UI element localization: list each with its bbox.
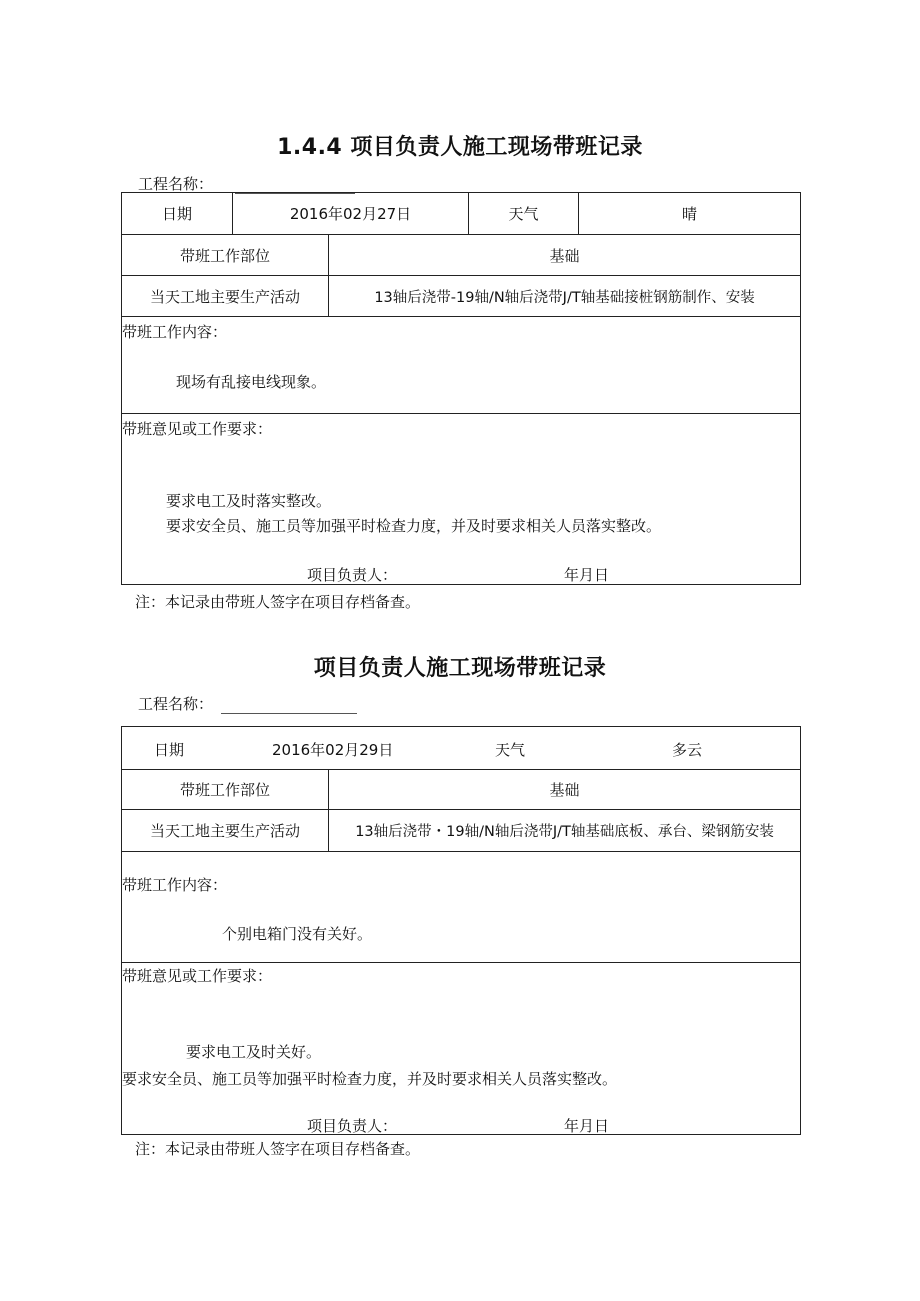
opinion-line1: 要求电工及时落实整改。 xyxy=(166,492,332,510)
opinion-line2: 要求安全员、施工员等加强平时检查力度，并及时要求相关人员落实整改。 xyxy=(166,517,662,535)
weather-label: 天气 xyxy=(469,193,579,235)
responsible-label: 项目负责人： xyxy=(307,1117,398,1135)
opinion-section xyxy=(122,414,801,585)
record1-title: 1.4.4 项目负责人施工现场带班记录 xyxy=(277,135,643,160)
record2-note: 注：本记录由带班人签字在项目存档备查。 xyxy=(135,1140,421,1158)
area-value: 基础 xyxy=(329,770,801,810)
weather-value: 多云 xyxy=(672,741,703,759)
project-name-label: 工程名称： xyxy=(138,175,214,193)
record2-project-name xyxy=(138,693,357,714)
opinion-label: 带班意见或工作要求： xyxy=(122,967,273,985)
activity-label: 当天工地主要生产活动 xyxy=(122,276,329,317)
record1-table xyxy=(121,192,801,585)
content-section xyxy=(122,852,801,963)
opinion-line2: 要求安全员、施工员等加强平时检查力度，并及时要求相关人员落实整改。 xyxy=(122,1070,618,1088)
content-label: 带班工作内容： xyxy=(122,876,228,894)
sign-date: 年月日 xyxy=(564,1117,610,1135)
activity-label: 当天工地主要生产活动 xyxy=(122,810,329,852)
responsible-label: 项目负责人： xyxy=(307,566,398,584)
weather-label: 天气 xyxy=(495,741,526,759)
date-label: 日期 xyxy=(122,193,233,235)
content-section xyxy=(122,317,801,414)
area-label: 带班工作部位 xyxy=(122,235,329,276)
content-text: 现场有乱接电线现象。 xyxy=(176,373,327,391)
area-value: 基础 xyxy=(329,235,801,276)
project-name-label: 工程名称： xyxy=(138,695,214,713)
area-label: 带班工作部位 xyxy=(122,770,329,810)
date-value: 2016年02月29日 xyxy=(272,741,394,759)
opinion-section xyxy=(122,963,801,1135)
record2-table xyxy=(121,726,801,1135)
record1-note: 注：本记录由带班人签字在项目存档备查。 xyxy=(135,593,421,611)
weather-value: 晴 xyxy=(579,193,801,235)
activity-value: 13轴后浇带-19轴/N轴后浇带J/T轴基础接桩钢筋制作、安装 xyxy=(329,276,801,317)
date-label: 日期 xyxy=(154,741,185,759)
content-label: 带班工作内容： xyxy=(122,323,228,341)
sign-date: 年月日 xyxy=(564,566,610,584)
content-text: 个别电箱门没有关好。 xyxy=(222,925,373,943)
activity-value: 13轴后浇带・19轴/N轴后浇带J/T轴基础底板、承台、梁钢筋安装 xyxy=(329,810,801,852)
record1-project-name xyxy=(138,173,355,194)
date-weather-row xyxy=(122,727,801,770)
date-value: 2016年02月27日 xyxy=(233,193,469,235)
record2-title: 项目负责人施工现场带班记录 xyxy=(313,656,607,681)
opinion-label: 带班意见或工作要求： xyxy=(122,420,273,438)
opinion-line1: 要求电工及时关好。 xyxy=(186,1043,322,1061)
project-name-field[interactable] xyxy=(221,699,357,714)
